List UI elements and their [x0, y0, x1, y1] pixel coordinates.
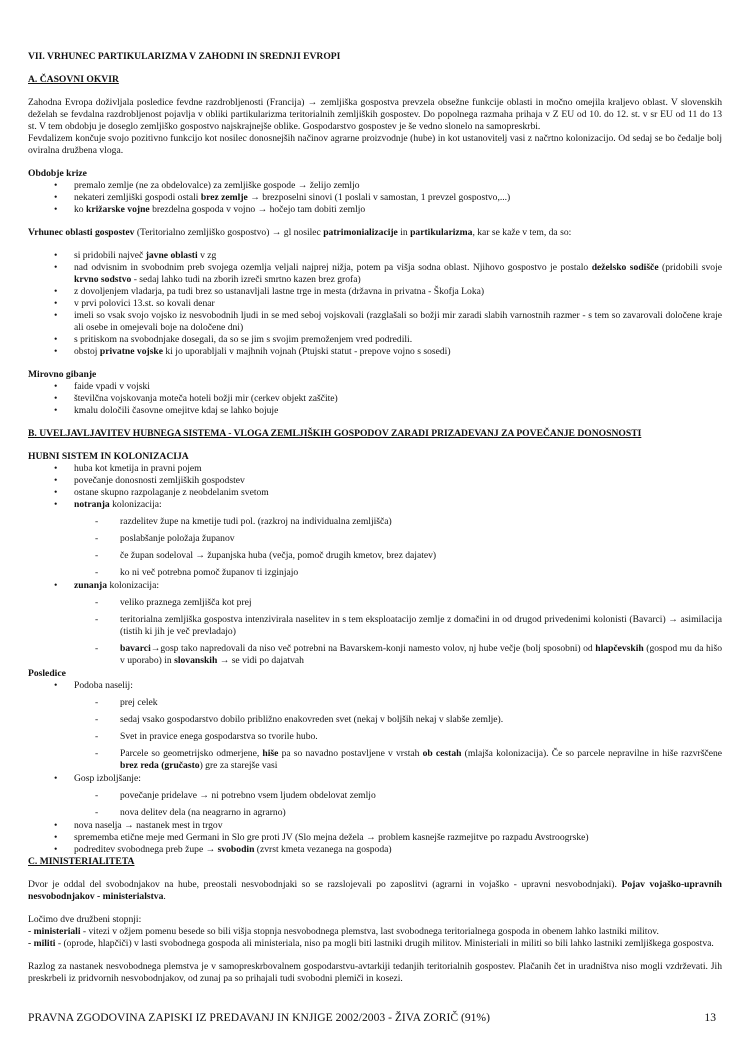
- footer-text: PRAVNA ZGODOVINA ZAPISKI IZ PREDAVANJ IN KNJIGE 2002/2003 - ŽIVA ZORIČ (91%): [28, 1011, 490, 1024]
- sub-list-item: [28, 714, 722, 726]
- text-run: ) gre za starejše vasi: [199, 760, 278, 771]
- bold-text: svobodin: [217, 844, 255, 855]
- text-run: ko ni več potrebna pomoč županov ti izginjajo: [120, 567, 299, 578]
- sub-list-item: [28, 748, 722, 772]
- text-run: faide vpadi v vojski: [74, 381, 150, 392]
- list-item: [28, 262, 722, 286]
- document-body: [28, 51, 722, 985]
- bullet-icon: •: [54, 298, 58, 309]
- bullet-icon: •: [54, 832, 58, 843]
- paragraph: [28, 133, 722, 157]
- bold-text: Pojav vojaško-upravnih nesvobodnjakov - ministerialstva: [28, 879, 722, 902]
- list-item: [28, 250, 722, 262]
- text-run: s pritiskom na svobodnjake dosegali, da so se jim s svojim premoženjem vred podredili.: [74, 334, 413, 345]
- bold-text: privatne vojske: [99, 346, 164, 357]
- list-item-text: [74, 773, 141, 784]
- text-run: sedaj vsako gospodarstvo dobilo približno enakovreden svet (nekaj v boljših nekaj v slabše zemlje).: [120, 714, 504, 725]
- sub-list-item: [28, 643, 722, 667]
- bullet-icon: •: [54, 262, 58, 273]
- subheading: [28, 168, 722, 180]
- subheading: [28, 668, 722, 680]
- bold-text: bavarci: [120, 643, 151, 654]
- list-item-text: [74, 286, 484, 297]
- text-run: C. MINISTERIALITETA: [28, 856, 135, 867]
- text-run: Zahodna Evropa doživljala posledice fevdne razdrobljenosti (Francija) → zemljiška gospostva prevzela obsežne funkcije oblasti in močno omejila kraljevo oblast. V slovenskih deželah se fevdalna razdrobljenost pojavlja v obliki partikularizma teritorialnih zemljiških gospostev. Do popolnega razmaha prihaja v Z EU od 10. do 12. st. v sr EU od 11 do 13 st. V tem obdobju je doseglo zemljiško gospostvo najskrajnejše oblike. Gospodarstvo gospostev je še vedno slonelo na samopreskrbi.: [28, 97, 722, 132]
- text-run: Ločimo dve družbeni stopnji:: [28, 914, 142, 925]
- list-item-text: [74, 487, 269, 498]
- text-run: Posledice: [28, 668, 66, 679]
- bullet-icon: •: [54, 393, 58, 404]
- sub-list-item-text: [120, 807, 286, 818]
- bullet-icon: •: [54, 463, 58, 474]
- paragraph: [28, 914, 722, 926]
- dash-icon: -: [95, 748, 99, 759]
- text-run: kmalu določili časovne omejitve kdaj se lahko bojuje: [74, 405, 279, 416]
- text-run: Podoba naselij:: [74, 680, 133, 691]
- bold-text: Vrhunec oblasti gospostev: [28, 227, 135, 238]
- dash-icon: -: [95, 697, 99, 708]
- bullet-list: [28, 463, 722, 667]
- bullet-icon: •: [54, 346, 58, 357]
- section-heading: [28, 74, 722, 86]
- list-item-text: [74, 405, 278, 416]
- sub-list-item-text: [120, 790, 376, 801]
- text-run: imeli so vsak svojo vojsko iz nesvobodnih ljudi in se med seboj vojskovali (razglašali so božji mir zaradi slabih varnostnih razmer - s tem so zavarovali določene kraje ali osebe in omejevali boje na določene dni): [74, 310, 722, 333]
- text-run: kolonizacija:: [107, 580, 160, 591]
- bullet-list: [28, 381, 722, 417]
- bold-text: - ministeriali: [28, 926, 81, 937]
- text-run: B. UVELJAVLJAVITEV HUBNEGA SISTEMA - VLOGA ZEMLJIŠKIH GOSPODOV ZARADI PRIZADEVANJ ZA POVEČANJE DONOSNOSTI: [28, 428, 642, 439]
- text-run: nad odvisnim in svobodnim preb svojega ozemlja veljali najprej nižja, potem pa višja sodna oblast. Njihovo gospostvo je postalo: [74, 262, 592, 273]
- sub-list-item-text: [120, 731, 318, 742]
- sub-list-item-text: [120, 597, 252, 608]
- list-item: [28, 832, 722, 844]
- bullet-icon: •: [54, 475, 58, 486]
- text-run: veliko praznega zemljišča kot prej: [120, 597, 252, 608]
- text-run: HUBNI SISTEM IN KOLONIZACIJA: [28, 451, 189, 462]
- list-item: [28, 580, 722, 667]
- bullet-icon: •: [54, 820, 58, 831]
- text-run: A. ČASOVNI OKVIR: [28, 74, 119, 85]
- list-item: [28, 393, 722, 405]
- text-run: povečanje pridelave → ni potrebno vsem ljudem obdelovat zemljo: [120, 790, 376, 801]
- sub-list-item-text: [120, 567, 298, 578]
- bold-text: deželsko sodišče: [591, 262, 659, 273]
- text-run: in: [397, 227, 411, 238]
- text-run: si pridobili največ: [74, 250, 146, 261]
- list-item: [28, 499, 722, 579]
- bullet-icon: •: [54, 192, 58, 203]
- list-item-text: [74, 204, 365, 215]
- text-run: Obdobje krize: [28, 168, 87, 179]
- text-run: Razlog za nastanek nesvobodnega plemstva je v samopreskrbovalnem gospodarstvu-avtarkiji tedanjih teritorialnih gospostev. Plačanih čet in uradništva niso mogli vzdrževati. Jih preskrbeli iz pridvornih nesvobodnjakov, od zunaj pa so prihajali tudi svobodni plemiči in kosezi.: [28, 961, 722, 984]
- text-run: nova delitev dela (na neagrarno in agrarno): [120, 807, 286, 818]
- list-item-text: [74, 393, 338, 404]
- sub-list-item: [28, 790, 722, 802]
- sub-list-item-text: [120, 516, 392, 527]
- bullet-icon: •: [54, 487, 58, 498]
- text-run: (pridobili svoje: [658, 262, 722, 273]
- dash-icon: -: [95, 643, 99, 654]
- bullet-icon: •: [54, 499, 58, 510]
- list-item: [28, 286, 722, 298]
- bullet-icon: •: [54, 773, 58, 784]
- bold-text: hlapčevskih: [595, 643, 644, 654]
- bullet-icon: •: [54, 286, 58, 297]
- paragraph: [28, 97, 722, 133]
- sub-list-item: [28, 731, 722, 743]
- sub-list-item: [28, 533, 722, 545]
- bold-text: notranja: [74, 499, 110, 510]
- list-item-text: [74, 250, 216, 261]
- text-run: .: [163, 891, 166, 902]
- text-run: →gosp tako napredovali da niso več potrebni na Bavarskem-konji namesto volov, nj hube večje (bolj sposobni) od: [150, 643, 596, 654]
- list-item: [28, 773, 722, 819]
- list-item-text: [74, 680, 133, 691]
- list-item-text: [74, 334, 412, 345]
- bold-text: partikularizma: [410, 227, 473, 238]
- subheading: [28, 451, 722, 463]
- list-item-text: [74, 832, 589, 843]
- list-item: [28, 298, 722, 310]
- text-run: (gospod mu da hišo v uporabo) in: [120, 643, 722, 666]
- text-run: povečanje donosnosti zemljiških gospodstev: [74, 475, 245, 486]
- paragraph: [28, 227, 722, 239]
- text-run: Gosp izboljšanje:: [74, 773, 141, 784]
- list-item-text: [74, 180, 360, 191]
- bullet-icon: •: [54, 180, 58, 191]
- text-run: → brezposelni sinovi (1 poslali v samostan, 1 prevzel gospostvo,...): [247, 192, 511, 203]
- text-run: razdelitev župe na kmetije tudi pol. (razkroj na individualna zemljišča): [120, 516, 392, 527]
- bullet-icon: •: [54, 405, 58, 416]
- text-run: VII. VRHUNEC PARTIKULARIZMA V ZAHODNI IN SREDNJI EVROPI: [28, 51, 341, 62]
- dash-list: [28, 697, 722, 772]
- list-item-text: [74, 346, 451, 357]
- list-item: [28, 487, 722, 499]
- sub-list-item-text: [120, 714, 503, 725]
- list-item: [28, 475, 722, 487]
- list-item-text: [74, 499, 162, 510]
- text-run: - (oprode, hlapčiči) v lasti svobodnega gospoda ali ministeriala, niso pa mogli biti lastniki drugih militov. Ministeriali in militi so bili lahko lastniki zemljiškega gospostva.: [55, 938, 714, 949]
- text-run: pa so navadno postavljene v vrstah: [278, 748, 423, 759]
- text-run: brezdelna gospoda v vojno → hočejo tam dobiti zemljo: [149, 204, 366, 215]
- sub-list-item: [28, 807, 722, 819]
- list-item: [28, 844, 722, 856]
- list-item: [28, 180, 722, 192]
- bullet-icon: •: [54, 250, 58, 261]
- list-item: [28, 310, 722, 334]
- paragraph: [28, 926, 722, 938]
- bold-text: patrimonializacije: [323, 227, 398, 238]
- text-run: nova naselja → nastanek mest in trgov: [74, 820, 223, 831]
- dash-icon: -: [95, 790, 99, 801]
- text-run: kolonizacija:: [109, 499, 162, 510]
- dash-icon: -: [95, 614, 99, 625]
- bold-text: slovanskih: [174, 655, 218, 666]
- text-run: Parcele so geometrijsko odmerjene,: [120, 748, 263, 759]
- list-item: [28, 680, 722, 772]
- text-run: prej celek: [120, 697, 158, 708]
- paragraph: [28, 938, 722, 950]
- text-run: številčna vojskovanja moteča hoteli božji mir (cerkev objekt zaščite): [74, 393, 338, 404]
- text-run: ostane skupno razpolaganje z neobdelanim svetom: [74, 487, 269, 498]
- bullet-list: [28, 180, 722, 216]
- bold-text: javne oblasti: [145, 250, 198, 261]
- list-item-text: [74, 580, 159, 591]
- bold-text: hiše: [262, 748, 279, 759]
- dash-icon: -: [95, 807, 99, 818]
- list-item-text: [74, 262, 722, 285]
- text-run: (mlajša kolonizacija). Če so parcele nepravilne in hiše razvrščene: [461, 748, 723, 759]
- dash-list: [28, 597, 722, 667]
- list-item: [28, 381, 722, 393]
- sub-list-item: [28, 550, 722, 562]
- list-item-text: [74, 381, 150, 392]
- list-item-text: [74, 310, 722, 333]
- sub-list-item: [28, 597, 722, 609]
- dash-icon: -: [95, 731, 99, 742]
- text-run: ki jo uporabljali v majhnih vojnah (Ptujski statut - prepove vojno s sosedi): [163, 346, 451, 357]
- list-item-text: [74, 475, 245, 486]
- list-item-text: [74, 844, 392, 855]
- bullet-icon: •: [54, 310, 58, 321]
- text-run: → se vidi po dajatvah: [217, 655, 304, 666]
- list-item-text: [74, 298, 215, 309]
- chapter-title: [28, 51, 722, 63]
- page-footer: [28, 1011, 716, 1025]
- text-run: nekateri zemljiški gospodi ostali: [74, 192, 201, 203]
- text-run: sprememba etične meje med Germani in Slo gre proti JV (Slo mejna dežela → problem kasnejše razmejitve po razpadu Avstroogrske): [74, 832, 589, 843]
- text-run: (Teritorialno zemljiško gospostvo) → gl nosilec: [134, 227, 324, 238]
- text-run: v prvi polovici 13.st. so kovali denar: [74, 298, 215, 309]
- bullet-icon: •: [54, 334, 58, 345]
- dash-list: [28, 790, 722, 819]
- sub-list-item: [28, 614, 722, 638]
- text-run: podreditev svobodnega preb župe →: [74, 844, 218, 855]
- sub-list-item-text: [120, 643, 722, 666]
- bold-text: križarske vojne: [86, 204, 150, 215]
- bold-text: zunanja: [74, 580, 108, 591]
- text-run: - vitezi v ožjem pomenu besede so bili višja stopnja nesvobodnega plemstva, last svobodnega teritorialnega gospoda in obenem lahko lastniki militov.: [80, 926, 659, 937]
- text-run: Dvor je oddal del svobodnjakov na hube, preostali nesvobodnjaki so se razslojevali po zaposlitvi (agrarni in vojaško - upravni nesvobodnjaki).: [28, 879, 622, 890]
- dash-icon: -: [95, 550, 99, 561]
- text-run: z dovoljenjem vladarja, pa tudi brez so ustanavljali lastne trge in mesta (državna in privatna - Škofja Loka): [74, 286, 485, 297]
- text-run: Fevdalizem končuje svojo pozitivno funkcijo kot nosilec donosnejših načinov agrarne proizvodnje (hube) in kot ustanovitelj vasi z načrtno kolonizacijo. Od sedaj se bo čedalje bolj oviralna družbena vloga.: [28, 133, 722, 156]
- list-item: [28, 346, 722, 358]
- paragraph: [28, 961, 722, 985]
- sub-list-item-text: [120, 550, 436, 561]
- text-run: (zvrst kmeta vezanega na gospoda): [254, 844, 392, 855]
- text-run: premalo zemlje (ne za obdelovalce) za zemljiške gospode → želijo zemljo: [74, 180, 360, 191]
- text-run: obstoj: [74, 346, 100, 357]
- subheading: [28, 369, 722, 381]
- list-item: [28, 192, 722, 204]
- section-heading: [28, 856, 722, 868]
- text-run: , kar se kaže v tem, da so:: [472, 227, 572, 238]
- paragraph: [28, 879, 722, 903]
- list-item: [28, 204, 722, 216]
- sub-list-item-text: [120, 697, 158, 708]
- bold-text: brez reda (gručasto: [120, 760, 200, 771]
- dash-list: [28, 516, 722, 579]
- list-item: [28, 405, 722, 417]
- dash-icon: -: [95, 597, 99, 608]
- text-run: huba kot kmetija in pravni pojem: [74, 463, 202, 474]
- text-run: Mirovno gibanje: [28, 369, 97, 380]
- dash-icon: -: [95, 567, 99, 578]
- bullet-icon: •: [54, 204, 58, 215]
- text-run: v zg: [197, 250, 217, 261]
- list-item: [28, 463, 722, 475]
- list-item-text: [74, 463, 202, 474]
- section-heading: [28, 428, 722, 440]
- bullet-list: [28, 680, 722, 856]
- list-item: [28, 334, 722, 346]
- text-run: ko: [74, 204, 86, 215]
- text-run: če župan sodeloval → županjska huba (večja, pomoč drugih kmetov, brez dajatev): [120, 550, 437, 561]
- sub-list-item: [28, 697, 722, 709]
- bullet-list: [28, 250, 722, 358]
- list-item: [28, 820, 722, 832]
- sub-list-item-text: [120, 533, 235, 544]
- sub-list-item: [28, 516, 722, 528]
- sub-list-item: [28, 567, 722, 579]
- text-run: teritorialna zemljiška gospostva intenzivirala naselitev in s tem eksploatacijo zemlje z domačini in od drugod privedenimi kolonisti (Bavarci) → asimilacija (tistih ki jih je več prevladajo): [120, 614, 722, 637]
- bullet-icon: •: [54, 680, 58, 691]
- text-run: - sedaj lahko tudi na zborih izreči smrtno kazen brez grofa): [131, 274, 361, 285]
- list-item-text: [74, 820, 223, 831]
- sub-list-item-text: [120, 614, 722, 637]
- page-number: 13: [704, 1011, 716, 1024]
- list-item-text: [74, 192, 510, 203]
- dash-icon: -: [95, 533, 99, 544]
- bold-text: brez zemlje: [200, 192, 248, 203]
- bullet-icon: •: [54, 844, 58, 855]
- dash-icon: -: [95, 516, 99, 527]
- bold-text: krvno sodstvo: [74, 274, 132, 285]
- text-run: Svet in pravice enega gospodarstva so tvorile hubo.: [120, 731, 318, 742]
- sub-list-item-text: [120, 748, 722, 771]
- bullet-icon: •: [54, 381, 58, 392]
- dash-icon: -: [95, 714, 99, 725]
- bullet-icon: •: [54, 580, 58, 591]
- bold-text: ob cestah: [422, 748, 462, 759]
- text-run: poslabšanje položaja županov: [120, 533, 235, 544]
- bold-text: - militi: [28, 938, 56, 949]
